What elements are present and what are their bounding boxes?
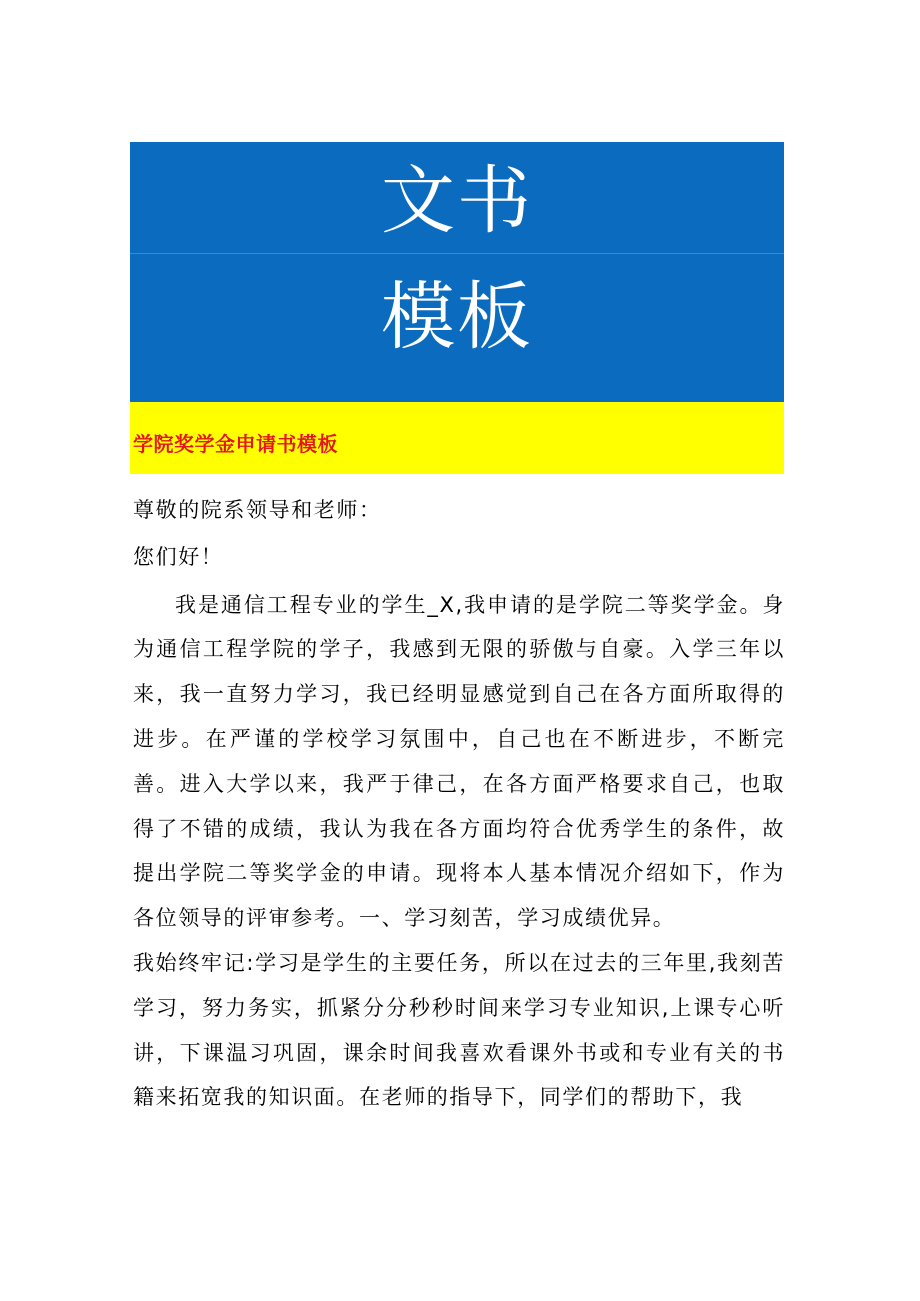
cover-title-line-2: 模板 [381, 274, 533, 360]
paragraph-1: 我是通信工程专业的学生_X,我申请的是学院二等奖学金。身为通信工程学院的学子，我感到无限的骄傲与自豪。入学三年以来，我一直努力学习，我已经明显感觉到自己在各方面所取得的进步。在严谨的学校学习氛围中，自己也在不断进步，不断完善。进入大学以来，我严于律己，在各方面严格要求自己，也取得了不错的成绩，我认为我在各方面均符合优秀学生的条件，故提出学院二等奖学金的申请。现将本人基本情况介绍如下，作为各位领导的评审参考。一、学习刻苦，学习成绩优异。 [133, 592, 785, 931]
cover-title-line-1: 文书 [381, 158, 533, 244]
paragraph-2: 我始终牢记:学习是学生的主要任务，所以在过去的三年里,我刻苦学习，努力务实，抓紧分分秒秒时间来学习专业知识,上课专心听讲，下课温习巩固，课余时间我喜欢看课外书或和专业有关的书籍来拓宽我的知识面。在老师的指导下，同学们的帮助下，我 [133, 950, 785, 1110]
salutation: 尊敬的院系领导和老师： [133, 498, 382, 522]
letter-body [133, 488, 785, 1120]
greeting: 您们好！ [133, 544, 224, 569]
document-title: 学院奖学金申请书模板 [133, 432, 338, 456]
cover-block [130, 142, 784, 402]
cover-divider [130, 253, 784, 254]
title-banner [130, 402, 784, 474]
